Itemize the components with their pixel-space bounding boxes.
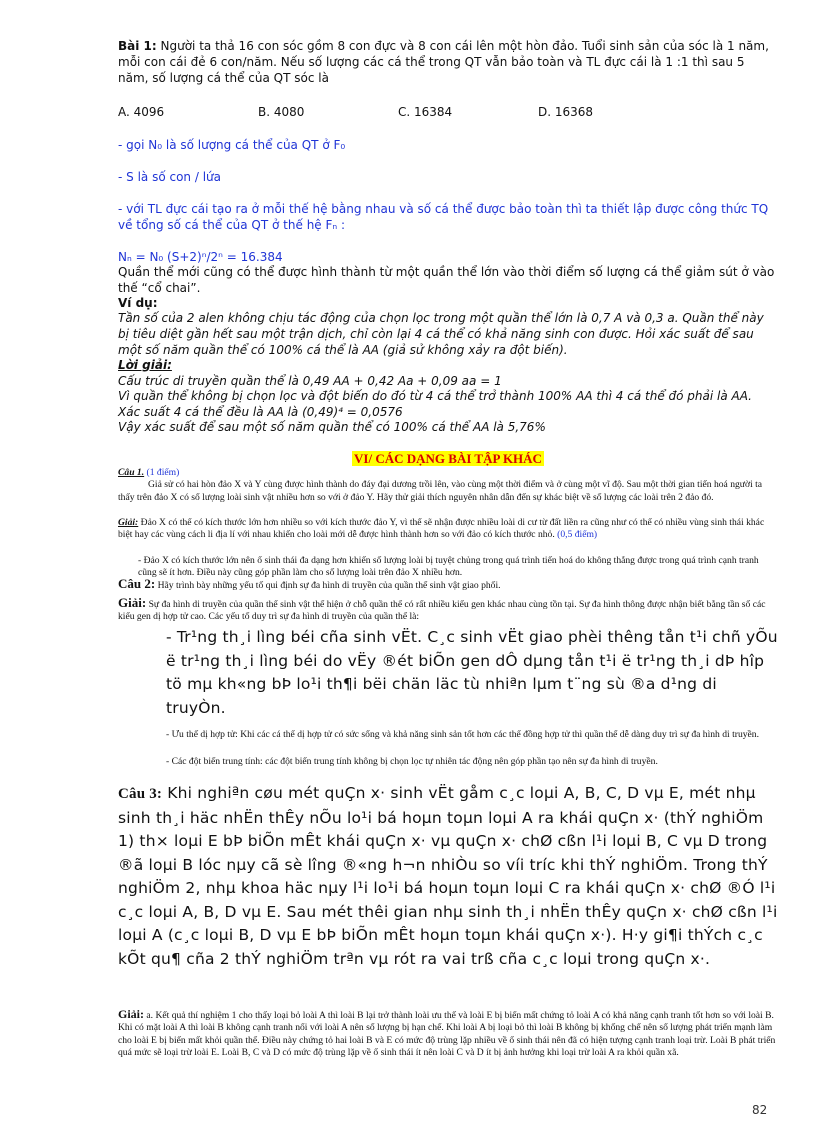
bai1-formula: Nₙ = N₀ (S+2)ⁿ/2ⁿ = 16.384 — [118, 250, 283, 264]
cau1-label: Câu 1. — [118, 467, 145, 478]
solution-line-1: Cấu trúc di truyền quần thể là 0,49 AA + 0,42 Aa + 0,09 aa = 1 — [118, 374, 502, 388]
cau3-label: Câu 3: — [118, 786, 163, 802]
cau3-answer — [118, 1008, 778, 1060]
cau1-answer-label: Giải: — [118, 517, 139, 528]
solution-line-3: Xác suất 4 cá thể đều là AA là (0,49)⁴ = 0,0576 — [118, 405, 403, 419]
cau2-answer — [118, 597, 778, 624]
cau2-point-c: - Các đột biến trung tính: các đột biến trung tính không bị chọn lọc tự nhiên tác động nên góp phần tạo nên sự đa hình di truyền. — [166, 756, 658, 767]
bottleneck-intro: Quần thể mới cũng có thể được hình thành từ một quần thể lớn vào thời điểm số lượng cá thể giảm sút ở vào thế “cổ chai”. — [118, 265, 775, 295]
solution-line-2: Vì quần thể không bị chọn lọc và đột biến do đó từ 4 cá thể trở thành 100% AA thì 4 cá thể đó phải là AA. — [118, 389, 752, 403]
page-number: 82 — [752, 1103, 768, 1117]
option-d: D. 16368 — [538, 105, 594, 119]
cau2-label: Câu 2: — [118, 576, 156, 591]
section-heading — [118, 450, 778, 468]
cau1-points: (1 điểm) — [146, 467, 180, 478]
cau2-answer-label: Giải: — [118, 595, 147, 610]
section-heading-text: VI/ CÁC DẠNG BÀI TẬP KHÁC — [354, 451, 542, 466]
bai1-solution-line1: - gọi N₀ là số lượng cá thể của QT ở F₀ — [118, 138, 346, 152]
cau2-garbled-paragraph: - Tr¹ng th¸i lìng béi cña sinh vËt. C¸c sinh vËt giao phèi thêng tån t¹i chñ yÕu ë tr¹ng th¸i lìng béi do vËy ®ét biÕn gen dÔ dµng tån t¹i ë tr¹ng th¸i dÞ hîp tö mµ kh«ng bÞ lo¹i th¶i bëi chän läc tù nhiªn lµm t¨ng sù ®a d¹ng di truyÒn. — [166, 628, 778, 717]
cau3-question — [118, 782, 778, 971]
cau1-answer — [118, 517, 778, 542]
bai1-options — [118, 104, 778, 120]
bai1-question — [118, 38, 778, 86]
cau2-text: Hãy trình bày những yếu tố qui định sự đa hình di truyền của quần thể sinh vật giao phối. — [157, 580, 501, 591]
option-c: C. 16384 — [398, 105, 453, 119]
example-label: Ví dụ: — [118, 296, 158, 310]
cau1-answer-text: Đảo X có thể có kích thước lớn hơn nhiều so với kích thước đảo Y, vì thế sẽ nhận được nhiều loài di cư từ đất liền ra cũng như có thể có nhiều vùng sinh thái khác biệt hay các vùng cách li địa lí với nhau khiến cho loài mới dễ được hình thành hơn so với đảo có kích thước nhỏ. — [118, 517, 765, 541]
cau1-question — [118, 467, 778, 504]
option-a: A. 4096 — [118, 105, 165, 119]
bai1-text: Người ta thả 16 con sóc gồm 8 con đực và 8 con cái lên một hòn đảo. Tuổi sinh sản của sóc là 1 năm, mỗi con cái đẻ 6 con/năm. Nếu số lượng các cá thể trong QT vẫn bảo toàn và TL đực cái là 1 :1 thì sau 5 năm, số lượng cá thể của QT sóc là — [118, 39, 769, 85]
cau2-answer-text: Sự đa hình di truyền của quần thể sinh vật thể hiện ở chỗ quần thể có rất nhiều kiểu gen khác nhau cùng tồn tại. Sự đa hình thông được nhận biết bằng tần số các kiểu gen dị hợp tử cao. Các yếu tố duy trì sự đa hình di truyền của quần thể là: — [118, 599, 766, 623]
cau3-text: Khi nghiªn cøu mét quÇn x· sinh vËt gåm c¸c loµi A, B, C, D vµ E, mét nhµ sinh th¸i häc nhËn thÊy nÕu lo¹i bá hoµn toµn loµi A ra khái quÇn x· (thÝ nghiÖm 1) th× loµi E bÞ biÕn mÊt khái quÇn x· vµ quÇn x· chØ cßn l¹i loµi B, C vµ D trong ®ã loµi B lóc nµy cã sè lîng ®«ng h¬n nhiÒu so víi tríc khi thÝ nghiÖm. Trong thÝ nghiÖm 2, nhµ khoa häc nµy l¹i lo¹i bá hoµn toµn loµi C ra khái quÇn x· chØ ®Ó l¹i c¸c loµi A, B, D vµ E. Sau mét thêi gian nhµ sinh th¸i nhËn thÊy quÇn x· chØ cßn l¹i loµi A (c¸c loµi B, D vµ E bÞ biÕn mÊt hoµn toµn khái quÇn x·). H·y gi¶i thÝch c¸c kÕt qu¶ cña 2 thÝ nghiÖm trªn vµ rót ra vai trß cña c¸c loµi trong quÇn x·. — [118, 784, 778, 968]
bai1-title: Bài 1: — [118, 39, 157, 53]
cau1-answer-points: (0,5 điểm) — [557, 529, 598, 541]
solution-label: Lời giải: — [118, 358, 172, 372]
example-text: Tần số của 2 alen không chịu tác động của chọn lọc trong một quần thể lớn là 0,7 A và 0,3 a. Quần thể này bị tiêu diệt gần hết sau một trận dịch, chỉ còn lại 4 cá thể có khả năng sinh con được. Hỏi xác suất để sau một số năm quần thể có 100% cá thể là AA (giả sử không xảy ra đột biến). — [118, 311, 764, 357]
cau1-text: Giả sử có hai hòn đảo X và Y cùng được hình thành do đáy đại dương trồi lên, vào cùng một thời điểm và ở cùng một vĩ độ. Sau một thời gian tiến hoá người ta thấy trên đảo X có số lượng loài sinh vật nhiều hơn so với ở đảo Y. Hãy thử giải thích nguyên nhân dẫn đến sự khác biệt về số lượng các loài trên 2 đảo đó. — [118, 479, 763, 503]
solution-line-4: Vậy xác suất để sau một số năm quần thể có 100% cá thể AA là 5,76% — [118, 420, 546, 434]
bai1-solution-line3: - với TL đực cái tạo ra ở mỗi thế hệ bằng nhau và số cá thể được bảo toàn thì ta thiết lập được công thức TQ về tổng số cá thể của QT ở thế hệ Fₙ : — [118, 202, 769, 232]
bai1-solution-line2: - S là số con / lứa — [118, 170, 221, 184]
cau1-answer-2: - Đảo X có kích thước lớn nên ổ sinh thái đa dạng hơn khiến số lượng loài bị tuyệt chủng trong quá trình tiến hoá do không thắng được trong quá trình cạnh tranh cũng sẽ ít hơn. Điều này cũng góp phần làm cho số lượng loài trên đảo X nhiều hơn. — [138, 555, 759, 579]
cau3-answer-text: a. Kết quả thí nghiệm 1 cho thấy loại bỏ loài A thì loài B lại trở thành loài ưu thế và loài E bị biến mất chứng tỏ loài A có khả năng cạnh tranh tốt hơn so với loài B. Khi có mặt loài A thì loài B không cạnh tranh nổi với loài A nên số lượng bị hạn chế. Khi loài A bị loại bỏ thì loài B không bị khống chế nên số lượng phát triển mạnh làm cho loài E bị biến mất khỏi quần thể. Điều này chứng tỏ hai loài B và E có mức độ trùng lặp nhiều về ổ sinh thái nên đã có hiện tượng cạnh tranh loại trừ. Loài B phát triển quá mức sẽ loại trừ loài E. Loài B, C và D có mức độ trùng lặp về ổ sinh thái ít nên loài C và D ít bị ảnh hưởng khi loại trừ loài A ra khỏi quần xã. — [118, 1010, 776, 1059]
cau3-answer-label: Giải: — [118, 1007, 144, 1021]
option-b: B. 4080 — [258, 105, 305, 119]
cau2-question — [118, 578, 778, 592]
cau2-point-b: - Ưu thế dị hợp tử: Khi các cá thể dị hợp tử có sức sống và khả năng sinh sản tốt hơn các thể đồng hợp tử thì quần thể dễ dàng duy trì sự đa hình di truyền. — [166, 729, 759, 740]
